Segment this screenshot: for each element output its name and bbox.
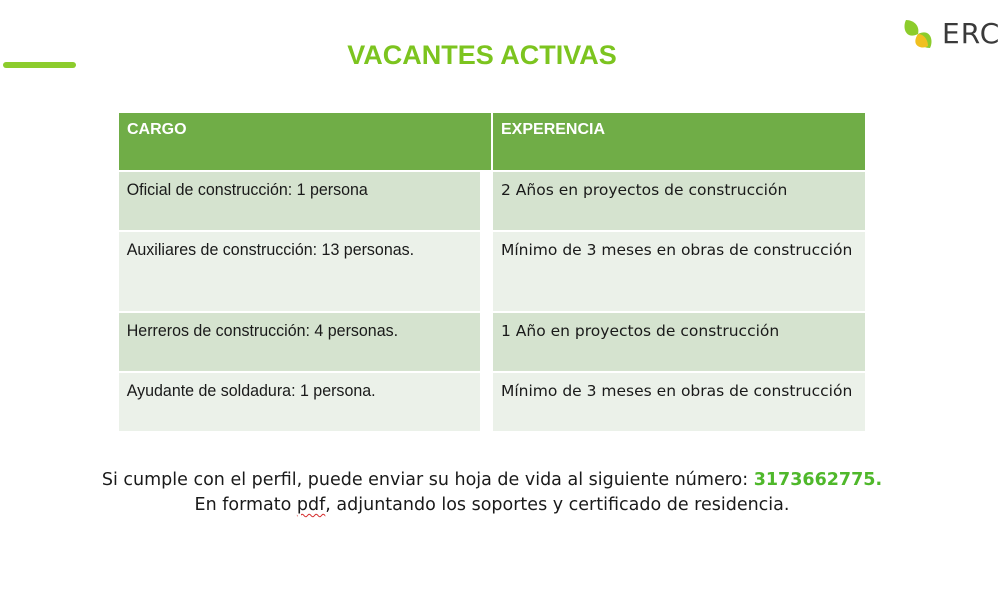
experiencia-cell: Mínimo de 3 meses en obras de construcción [492,372,866,432]
experiencia-cell: 1 Año en proyectos de construcción [492,312,866,372]
table-row [118,372,866,432]
header-cargo: CARGO [118,112,492,171]
cargo-cell: Auxiliares de construcción: 13 personas. [118,231,481,312]
footer-line-1 [0,468,984,493]
footer-line-2-after: , adjuntando los soportes y certificado de residencia. [325,495,790,515]
table-row [118,231,866,312]
experiencia-cell: Mínimo de 3 meses en obras de construcción [492,231,866,312]
logo-text: ERC [942,17,1000,50]
table-row [118,312,866,372]
table-header-row [118,112,866,171]
page-title: VACANTES ACTIVAS [347,40,617,70]
spellcheck-word: pdf [296,495,326,515]
vacancies-table [117,111,867,433]
experiencia-cell: 2 Años en proyectos de construcción [492,171,866,231]
footer-line-2-before: En formato [194,495,297,515]
footer-line-2 [0,493,984,518]
cargo-cell: Oficial de construcción: 1 persona [118,171,481,231]
table-row [118,171,866,231]
contact-instructions [0,468,984,518]
cargo-cell: Herreros de construcción: 4 personas. [118,312,481,372]
phone-number: 3173662775. [753,470,883,490]
header-experiencia: EXPERENCIA [492,112,866,171]
cargo-cell: Ayudante de soldadura: 1 persona. [118,372,481,432]
footer-line-1-text: Si cumple con el perfil, puede enviar su hoja de vida al siguiente número: [101,470,754,490]
